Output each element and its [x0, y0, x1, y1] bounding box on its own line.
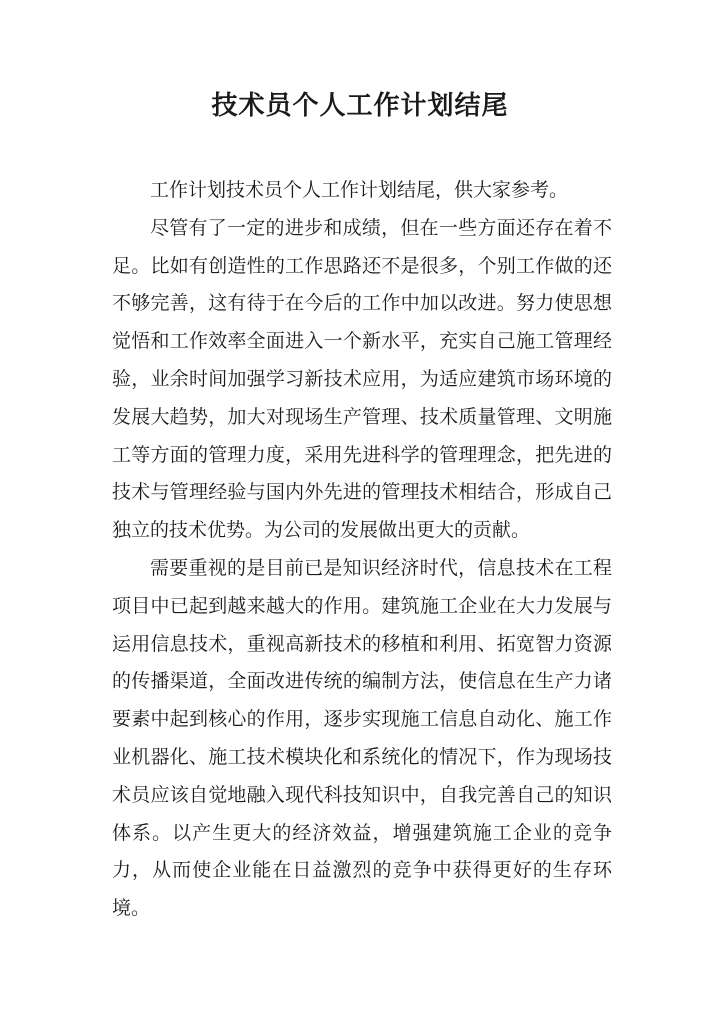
document-title: 技术员个人工作计划结尾 — [211, 91, 509, 121]
paragraph-self-assessment: 尽管有了一定的进步和成绩，但在一些方面还存在着不足。比如有创造性的工作思路还不是很多，个别工作做的还不够完善，这有待于在今后的工作中加以改进。努力使思想觉悟和工作效率全面进入一个新水平，充实自己施工管理经验，业余时间加强学习新技术应用，为适应建筑市场环境的发展大趋势，加大对现场生产管理、技术质量管理、文明施工等方面的管理力度，采用先进科学的管理理念，把先进的技术与管理经验与国内外先进的管理技术相结合，形成自己独立的技术优势。为公司的发展做出更大的贡献。 — [112, 216, 612, 542]
paragraph-intro: 工作计划技术员个人工作计划结尾，供大家参考。 — [150, 179, 569, 201]
document-body — [112, 172, 612, 928]
paragraph-information-technology: 需要重视的是目前已是知识经济时代，信息技术在工程项目中已起到越来越大的作用。建筑施工企业在大力发展与运用信息技术，重视高新技术的移植和利用、拓宽智力资源的传播渠道，全面改进传统的编制方法，使信息在生产力诸要素中起到核心的作用，逐步实现施工信息自动化、施工作业机器化、施工技术模块化和系统化的情况下，作为现场技术员应该自觉地融入现代科技知识中，自我完善自己的知识体系。以产生更大的经济效益，增强建筑施工企业的竞争力，从而使企业能在日益激烈的竞争中获得更好的生存环境。 — [112, 556, 612, 920]
